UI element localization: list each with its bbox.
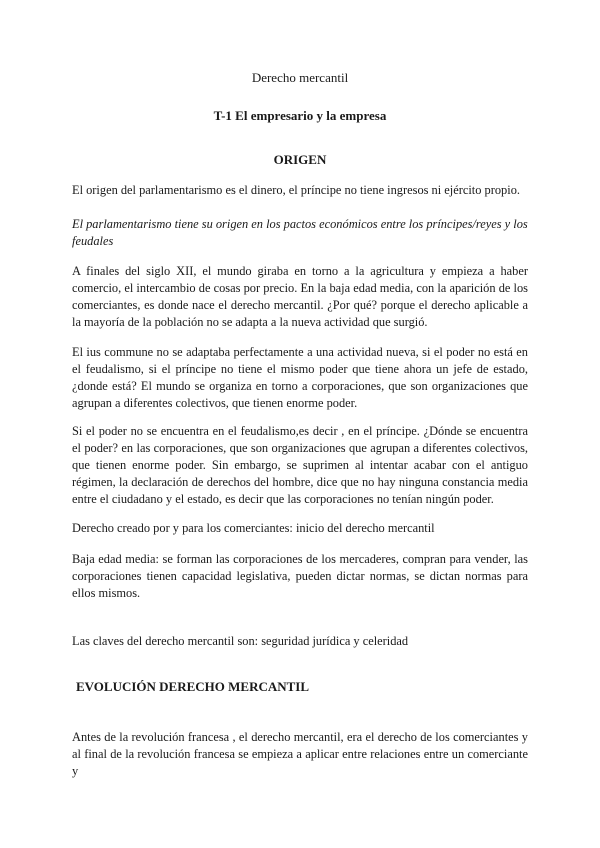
paragraph-italic: El parlamentarismo tiene su origen en los pactos económicos entre los príncipes/reyes y los feudales: [72, 217, 528, 248]
topic-title: T-1 El empresario y la empresa: [213, 108, 387, 123]
paragraph: Las claves del derecho mercantil son: seguridad jurídica y celeridad: [72, 634, 409, 648]
paragraph: El origen del parlamentarismo es el dinero, el príncipe no tiene ingresos ni ejército propio.: [72, 183, 520, 197]
section-heading-origen: ORIGEN: [273, 152, 327, 167]
document-subject: Derecho mercantil: [251, 70, 349, 85]
paragraph: El ius commune no se adaptaba perfectamente a una actividad nueva, si el poder no está en el feudalismo, si el príncipe no tiene el mismo poder que tiene ahora un jefe de estado, ¿donde está? El mundo se organiza en torno a corporaciones, que son organizaciones que agrupan a diferentes colectivos, que tienen enorme poder.: [72, 345, 528, 410]
paragraph: Antes de la revolución francesa , el derecho mercantil, era el derecho de los comerciantes y al final de la revolución francesa se empieza a aplicar entre relaciones entre un comerciante y: [72, 730, 528, 778]
paragraph: A finales del siglo XII, el mundo giraba en torno a la agricultura y empieza a haber comercio, el intercambio de cosas por precio. En la baja edad media, con la aparición de los comerciantes, es donde nace el derecho mercantil. ¿Por qué? porque el derecho aplicable a la mayoría de la población no se adapta a la nueva actividad que surgió.: [72, 264, 528, 329]
paragraph: Baja edad media: se forman las corporaciones de los mercaderes, compran para vender, las corporaciones tienen capacidad legislativa, pueden dictar normas, se dictan normas para ellos mismos.: [72, 552, 528, 600]
paragraph: Derecho creado por y para los comerciantes: inicio del derecho mercantil: [72, 521, 435, 535]
paragraph: Si el poder no se encuentra en el feudalismo,es decir , en el príncipe. ¿Dónde se encuentra el poder? en las corporaciones, que son organizaciones que agrupan a diferentes colectivos, que tienen enorme poder. Sin embargo, se suprimen al intentar acabar con el antiguo régimen, la declaración de derechos del hombre, dice que no hay ninguna constancia media entre el ciudadano y el estado, es decir que las corporaciones no tenían ningún poder.: [72, 424, 528, 506]
section-heading-evolucion: EVOLUCIÓN DERECHO MERCANTIL: [76, 679, 310, 694]
